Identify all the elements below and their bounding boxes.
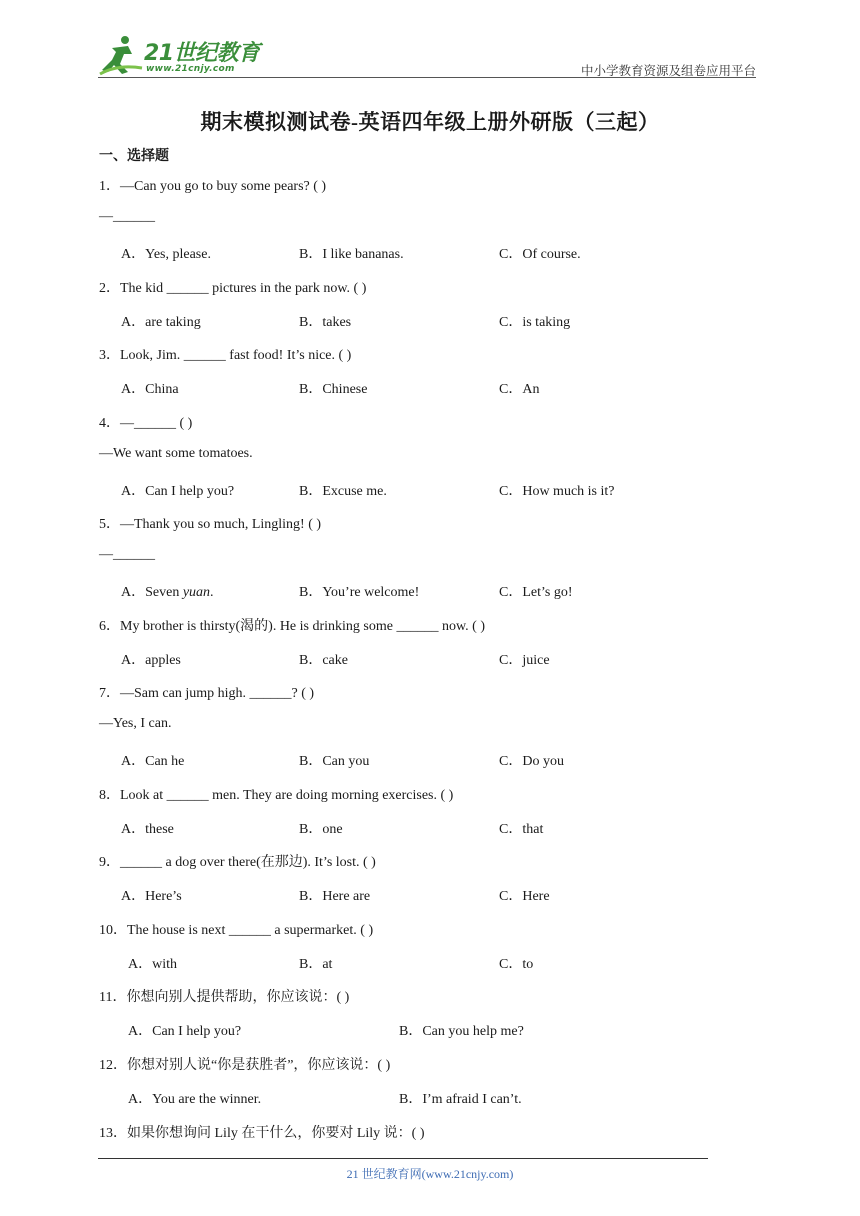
q6-option-b: B．cake xyxy=(299,653,348,668)
platform-label: 中小学教育资源及组卷应用平台 xyxy=(580,64,756,78)
q9-option-a: A．Here’s xyxy=(121,889,182,904)
q1-option-b: B．I like bananas. xyxy=(299,247,404,262)
q7-option-a: A．Can he xyxy=(121,754,185,769)
question-8: 8．Look at ______ men. They are doing morning exercises. ( ) xyxy=(99,788,454,803)
currency-word: yuan xyxy=(182,585,211,600)
q5-option-a: A．Seven yuan. xyxy=(121,585,214,600)
question-1: 1．—Can you go to buy some pears? ( ) xyxy=(99,179,327,194)
question-3: 3．Look, Jim. ______ fast food! It’s nice. ( ) xyxy=(99,348,352,363)
question-5: 5．—Thank you so much, Lingling! ( ) xyxy=(99,517,322,532)
q12-option-b: B．I’m afraid I can’t. xyxy=(399,1092,522,1107)
q9-option-c: C．Here xyxy=(499,889,550,904)
q5-option-b: B．You’re welcome! xyxy=(299,585,420,600)
q12-option-a: A．You are the winner. xyxy=(128,1092,262,1107)
page-title: 期末模拟测试卷-英语四年级上册外研版（三起） xyxy=(200,110,660,134)
answer-blank-1: —______ xyxy=(99,209,155,224)
q3-option-c: C．An xyxy=(499,382,540,397)
q11-option-a: A．Can I help you? xyxy=(128,1024,242,1039)
question-11: 11．你想向别人提供帮助，你应该说：( ) xyxy=(99,990,350,1005)
logo-url: www.21cnjy.com xyxy=(146,64,235,74)
q7-option-c: C．Do you xyxy=(499,754,564,769)
q4-option-c: C．How much is it? xyxy=(499,484,615,499)
page-header xyxy=(98,30,756,78)
question-13: 13．如果你想询问 Lily 在干什么，你要对 Lily 说：( ) xyxy=(99,1126,425,1141)
q3-option-b: B．Chinese xyxy=(299,382,368,397)
q8-option-c: C．that xyxy=(499,822,544,837)
q2-option-c: C．is taking xyxy=(499,315,571,330)
logo-title: 21世纪教育 xyxy=(144,41,260,66)
question-10: 10．The house is next ______ a supermarket. ( ) xyxy=(99,923,374,938)
answer-blank-5: —______ xyxy=(99,547,155,562)
footer-link[interactable]: 21 世纪教育网(www.21cnjy.com) xyxy=(346,1167,514,1181)
q5-option-c: C．Let’s go! xyxy=(499,585,573,600)
question-7: 7．—Sam can jump high. ______? ( ) xyxy=(99,686,315,701)
q9-option-b: B．Here are xyxy=(299,889,371,904)
q11-option-b: B．Can you help me? xyxy=(399,1024,524,1039)
q3-option-a: A．China xyxy=(121,382,179,397)
q1-option-a: A．Yes, please. xyxy=(121,247,211,262)
question-9: 9．______ a dog over there(在那边). It’s lost. ( ) xyxy=(99,855,376,870)
q6-option-c: C．juice xyxy=(499,653,550,668)
q2-option-b: B．takes xyxy=(299,315,352,330)
q8-option-b: B．one xyxy=(299,822,343,837)
header-divider xyxy=(98,77,756,78)
question-2: 2．The kid ______ pictures in the park now. ( ) xyxy=(99,281,367,296)
q1-option-c: C．Of course. xyxy=(499,247,581,262)
q2-option-a: A．are taking xyxy=(121,315,201,330)
q10-option-a: A．with xyxy=(128,957,177,972)
q7-option-b: B．Can you xyxy=(299,754,370,769)
footer-divider xyxy=(98,1158,708,1159)
runner-logo-icon xyxy=(98,34,144,76)
q4-option-a: A．Can I help you? xyxy=(121,484,235,499)
q6-option-a: A．apples xyxy=(121,653,181,668)
question-4: 4．—______ ( ) xyxy=(99,416,193,431)
question-12: 12．你想对别人说“你是获胜者”，你应该说：( ) xyxy=(99,1058,391,1073)
q10-option-b: B．at xyxy=(299,957,333,972)
section-heading: 一、选择题 xyxy=(99,149,169,164)
question-6: 6．My brother is thirsty(渴的). He is drinking some ______ now. ( ) xyxy=(99,619,485,634)
answer-line-4: —We want some tomatoes. xyxy=(99,446,253,461)
q10-option-c: C．to xyxy=(499,957,534,972)
q4-option-b: B．Excuse me. xyxy=(299,484,387,499)
site-logo[interactable] xyxy=(98,34,268,76)
q8-option-a: A．these xyxy=(121,822,174,837)
answer-line-7: —Yes, I can. xyxy=(99,716,172,731)
